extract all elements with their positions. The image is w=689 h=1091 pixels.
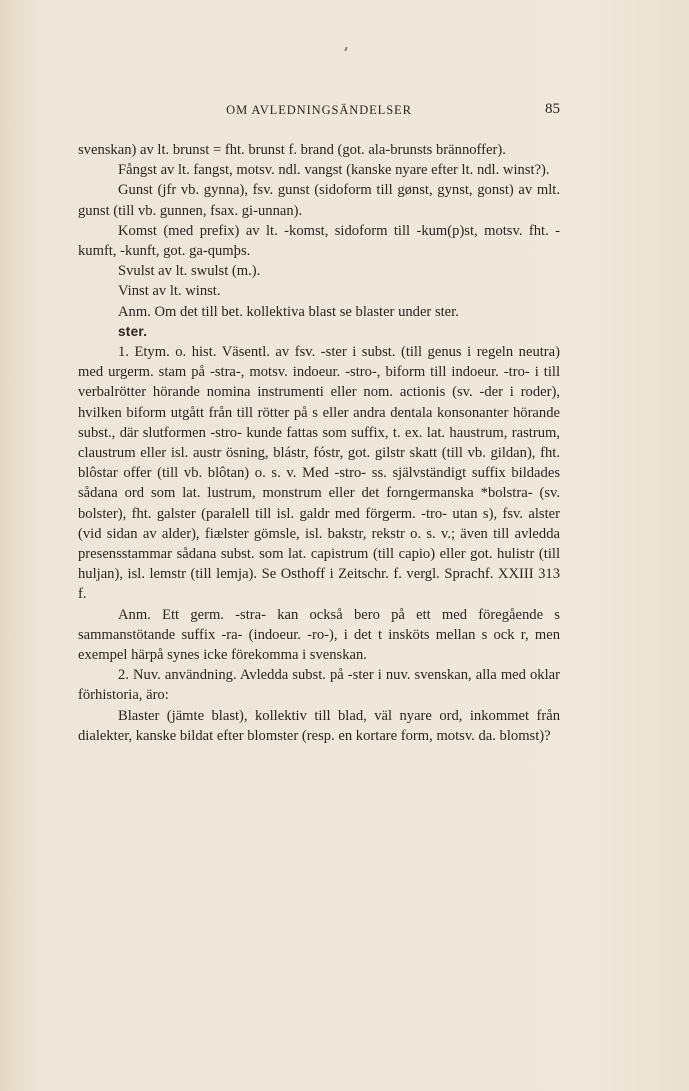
paragraph-usage: 2. Nuv. användning. Avledda subst. på -ster i nuv. svenskan, alla med oklar förhistoria, äro: — [78, 667, 560, 704]
paragraph-blaster: Blaster (jämte blast), kollektiv till blad, väl nyare ord, inkommet från dialekter, kanske bildat efter blomster (resp. en kortare form, motsv. da. blomst)? — [78, 707, 560, 744]
paragraph-etymology: 1. Etym. o. hist. Väsentl. av fsv. -ster i subst. (till genus i regeln neutra) med urgerm. stam på -stra-, motsv. indoeur. -stro-, biform till indoeur. -tro- i till verbalrötter hörande nomina instrumenti eller nom. actionis (sv. -der i roder), hvilken biform utgått från till rötter på s eller andra dentala konsonanter hörande subst., där slutformen -stro- kunde fattas som suffix, t. ex. lat. haustrum, rastrum, claustrum eller isl. austr ösning, blástr, fóstr, got. gilstr skatt (till vb. gildan), fht. blôstar offer (till vb. blôtan) o. s. v. Med -stro- ss. självständigt suffix bildades sådana ord som lat. lustrum, monstrum eller det forngermanska *bolstra- (sv. bolster), fht. galster (paralell till isl. galdr med förgerm. -tro- utan s), fsv. alster (vid sidan av alder), fiælster gömsle, isl. bakstr, rekstr o. s. v.; även till avledda presensstammar sådana subst. som lat. capistrum (till capio) eller got. hulistr (till huljan), isl. lemstr (till lemja). Se Osthoff i Zeitschr. f. vergl. Sprachf. XXIII 313 f. — [78, 344, 560, 603]
paragraph-vinst: Vinst av lt. winst. — [118, 283, 221, 300]
paragraph-gunst: Gunst (jfr vb. gynna), fsv. gunst (sidoform till gønst, gynst, gonst) av mlt. gunst (till vb. gunnen, fsax. gi-unnan). — [78, 182, 560, 219]
paragraph-anm-blast: Anm. Om det till bet. kollektiva blast se blaster under ster. — [118, 303, 459, 320]
ink-mark — [344, 47, 347, 51]
section-heading-ster: ster. — [118, 323, 148, 339]
paragraph-fangst: Fångst av lt. fangst, motsv. ndl. vangst (kanske nyare efter lt. ndl. winst?). — [118, 162, 550, 179]
running-head: OM AVLEDNINGSÄNDELSER — [226, 103, 412, 117]
paragraph-anm-germ: Anm. Ett germ. -stra- kan också bero på ett med föregående s sammanstötande suffix -ra- (indoeur. -ro-), i det t insköts mellan s ock r, men exempel härpå synes icke förekomma i svenskan. — [78, 606, 560, 664]
page-body — [78, 140, 560, 746]
paragraph-komst: Komst (med prefix) av lt. -komst, sidoform till -kum(p)st, motsv. fht. -kumft, -kunft, got. ga-qumþs. — [78, 222, 560, 260]
page-header — [78, 101, 560, 123]
paragraph-svulst: Svulst av lt. swulst (m.). — [118, 263, 261, 280]
page-number: 85 — [545, 101, 560, 117]
paragraph-brunst: svenskan) av lt. brunst = fht. brunst f. brand (got. ala-brunsts brännoffer). — [78, 142, 506, 158]
